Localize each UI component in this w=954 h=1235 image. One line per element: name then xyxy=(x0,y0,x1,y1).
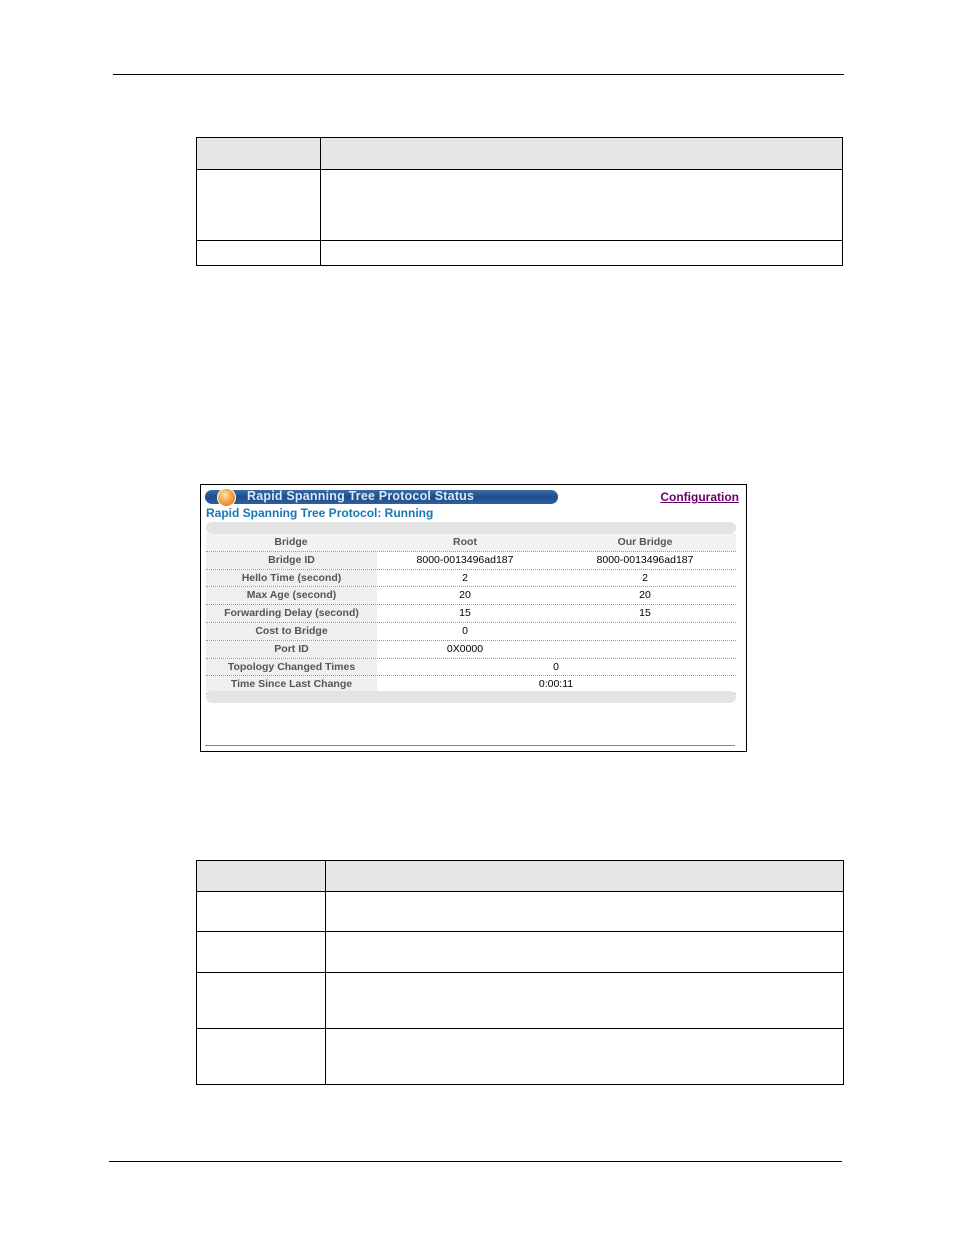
row-label: Bridge ID xyxy=(206,552,377,569)
table-row xyxy=(206,552,736,570)
screen-title: Rapid Spanning Tree Protocol Status xyxy=(247,489,475,503)
top-table xyxy=(196,137,843,266)
row-label: Time Since Last Change xyxy=(206,676,377,693)
header-rule xyxy=(113,74,844,75)
header-our-bridge: Our Bridge xyxy=(617,536,673,548)
root-value: 0 xyxy=(462,624,468,637)
header-root: Root xyxy=(453,536,477,548)
our-bridge-value: 15 xyxy=(639,607,651,620)
status-orb-icon xyxy=(217,488,236,507)
table-row xyxy=(206,659,736,677)
row-label: Port ID xyxy=(206,641,377,658)
table-row xyxy=(197,932,844,973)
spanned-value: 0 xyxy=(553,660,559,673)
table-row xyxy=(197,892,844,932)
row-label: Hello Time (second) xyxy=(206,570,377,587)
bottom-band xyxy=(206,691,736,703)
top-band xyxy=(206,522,736,534)
spanned-value: 0:00:11 xyxy=(538,678,574,691)
bottom-divider xyxy=(205,745,735,746)
table-row xyxy=(197,973,844,1029)
status-grid xyxy=(206,534,736,694)
configuration-link[interactable]: Configuration xyxy=(660,490,739,504)
our-bridge-value: 2 xyxy=(642,571,648,584)
table-row xyxy=(206,623,736,641)
table-header-row xyxy=(197,138,843,170)
root-value: 8000-0013496ad187 xyxy=(416,553,514,566)
grid-header-row xyxy=(206,534,736,552)
root-value: 2 xyxy=(462,571,468,584)
row-label: Max Age (second) xyxy=(206,587,377,604)
header-bridge: Bridge xyxy=(274,536,308,548)
bottom-table xyxy=(196,860,844,1085)
footer-rule xyxy=(109,1161,842,1162)
root-value: 0X0000 xyxy=(446,642,484,655)
our-bridge-value: 8000-0013496ad187 xyxy=(596,553,694,566)
rstp-status-screenshot xyxy=(200,484,747,752)
table-row xyxy=(197,170,843,241)
table-header-row xyxy=(197,861,844,892)
row-label: Forwarding Delay (second) xyxy=(206,605,377,622)
root-value: 15 xyxy=(459,607,471,620)
row-label: Cost to Bridge xyxy=(206,623,377,640)
protocol-status: Rapid Spanning Tree Protocol: Running xyxy=(206,506,434,520)
our-bridge-value: 20 xyxy=(639,589,651,602)
table-row xyxy=(206,605,736,623)
table-row xyxy=(206,570,736,588)
table-row xyxy=(206,641,736,659)
root-value: 20 xyxy=(459,589,471,602)
row-label: Topology Changed Times xyxy=(206,659,377,676)
table-row xyxy=(197,1029,844,1085)
table-row xyxy=(206,587,736,605)
table-row xyxy=(197,241,843,266)
